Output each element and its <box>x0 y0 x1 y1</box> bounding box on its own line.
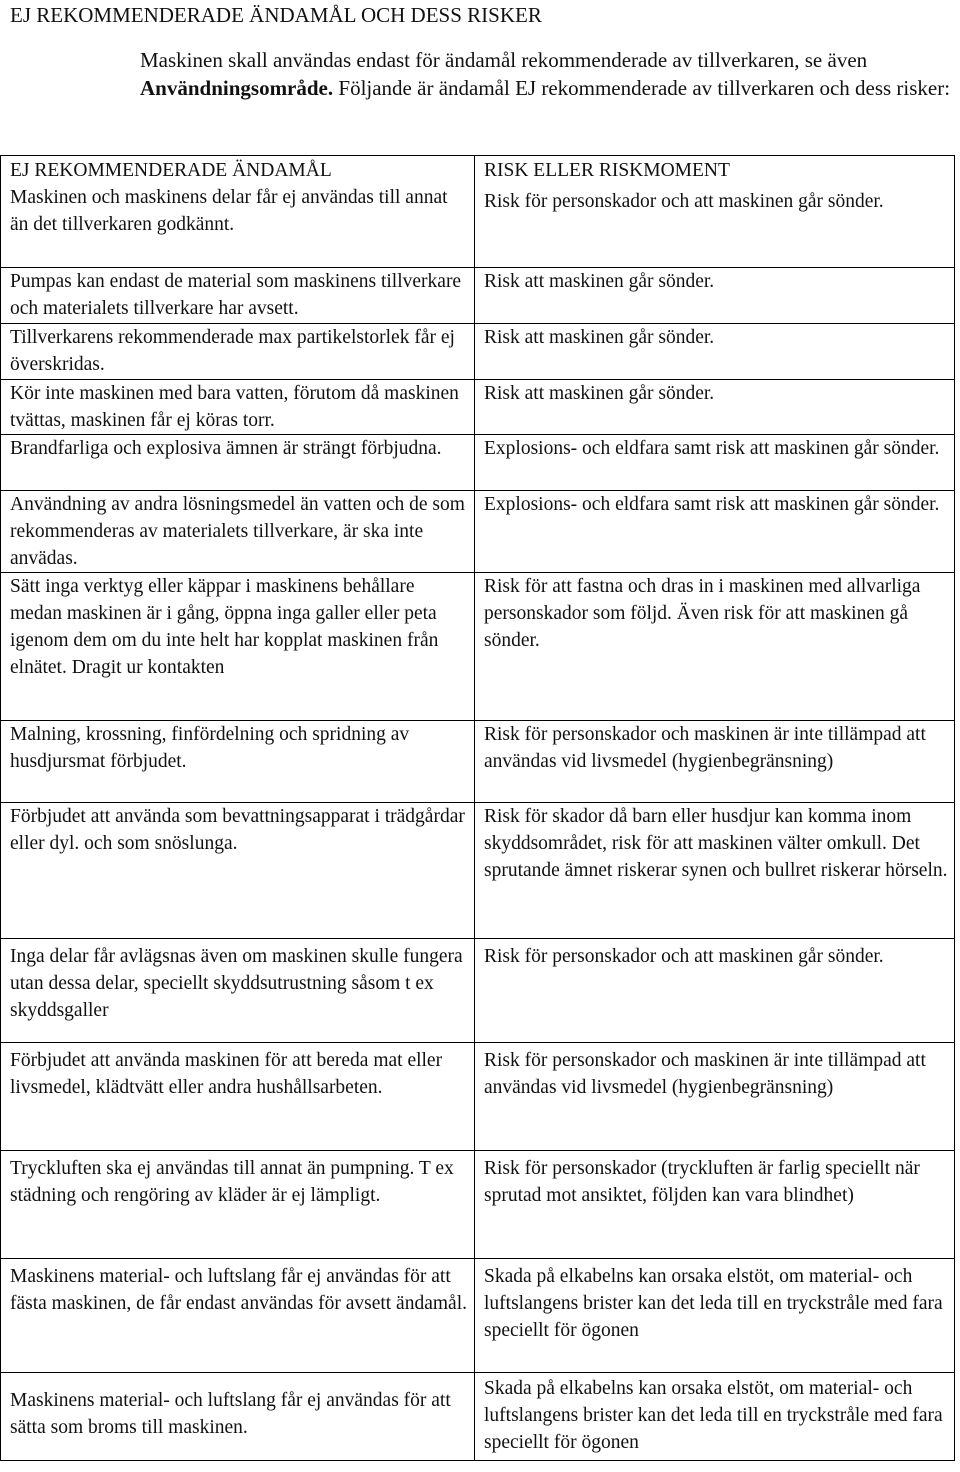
table-row <box>1 1373 955 1461</box>
intro-paragraph <box>140 46 955 102</box>
table-row <box>1 939 955 1043</box>
table-cell-use <box>1 380 475 435</box>
risk-text: Risk för personskador och maskinen är inte tillämpad att användas vid livsmedel (hygienbegränsning) <box>484 724 926 772</box>
table-cell-risk <box>475 803 955 939</box>
use-text: Förbjudet att använda maskinen för att bereda mat eller livsmedel, klädtvätt eller andra hushållsarbeten. <box>10 1050 443 1098</box>
use-text: Brandfarliga och explosiva ämnen är strängt förbjudna. <box>10 438 442 459</box>
risk-text: Explosions- och eldfara samt risk att maskinen går sönder. <box>484 494 940 515</box>
risk-text: Risk för personskador och maskinen är inte tillämpad att användas vid livsmedel (hygienbegränsning) <box>484 1050 926 1098</box>
use-text: Pumpas kan endast de material som maskinens tillverkare och materialets tillverkare har avsett. <box>10 271 462 319</box>
table-cell-use <box>1 435 475 491</box>
use-text: Kör inte maskinen med bara vatten, förutom då maskinen tvättas, maskinen får ej köras torr. <box>10 383 459 431</box>
use-text: Tillverkarens rekommenderade max partikelstorlek får ej överskridas. <box>10 327 455 375</box>
table-cell-risk <box>475 268 955 324</box>
column-header-use: EJ REKOMMENDERADE ÄNDAMÅL <box>10 160 332 181</box>
table-row <box>1 268 955 324</box>
use-text: Användning av andra lösningsmedel än vatten och de som rekommenderas av materialets tillverkare, är ska inte anvädas. <box>10 494 465 569</box>
table-row <box>1 803 955 939</box>
table-cell-risk <box>475 380 955 435</box>
table-row <box>1 491 955 573</box>
table-row <box>1 380 955 435</box>
table-cell-risk <box>475 573 955 721</box>
use-text: Maskinens material- och luftslang får ej användas för att fästa maskinen, de får endast användas för avsett ändamål. <box>10 1266 467 1314</box>
table-row <box>1 721 955 803</box>
table-cell-risk <box>475 156 955 268</box>
risk-text: Skada på elkabelns kan orsaka elstöt, om material- och luftslangens brister kan det leda till en tryckstråle med fara speciellt för ögonen <box>484 1378 943 1453</box>
table-cell-use <box>1 1259 475 1373</box>
table-cell-risk <box>475 491 955 573</box>
table-row <box>1 324 955 380</box>
risk-text: Risk för personskador (tryckluften är farlig speciellt när sprutad mot ansiktet, följden kan vara blindhet) <box>484 1158 920 1206</box>
table-cell-risk <box>475 435 955 491</box>
table-cell-use <box>1 1151 475 1259</box>
risk-text: Risk att maskinen går sönder. <box>484 327 715 348</box>
table-row <box>1 1043 955 1151</box>
table-cell-use <box>1 939 475 1043</box>
use-text: Inga delar får avlägsnas även om maskinen skulle fungera utan dessa delar, speciellt skyddsutrustning såsom t ex skyddsgaller <box>10 946 463 1021</box>
use-text: Maskinens material- och luftslang får ej användas för att sätta som broms till maskinen. <box>10 1390 451 1438</box>
table-cell-use <box>1 324 475 380</box>
use-text: Förbjudet att använda som bevattningsapparat i trädgårdar eller dyl. och som snöslunga. <box>10 806 465 854</box>
table-row <box>1 435 955 491</box>
table-cell-risk <box>475 939 955 1043</box>
table-row <box>1 1259 955 1373</box>
table-cell-use <box>1 1043 475 1151</box>
table-cell-use <box>1 573 475 721</box>
table-cell-risk <box>475 1373 955 1461</box>
risk-table <box>0 155 955 1461</box>
table-cell-use <box>1 721 475 803</box>
table-cell-risk <box>475 324 955 380</box>
table-cell-risk <box>475 1151 955 1259</box>
table-cell-use <box>1 156 475 268</box>
table-cell-risk <box>475 1043 955 1151</box>
table-row <box>1 156 955 268</box>
table-cell-risk <box>475 721 955 803</box>
table-cell-use <box>1 268 475 324</box>
column-header-risk: RISK ELLER RISKMOMENT <box>484 160 730 181</box>
table-cell-use <box>1 803 475 939</box>
risk-text: Risk för skador då barn eller husdjur kan komma inom skyddsområdet, risk för att maskinen välter omkull. Det sprutande ämnet riskerar synen och bullret riskerar hörseln. <box>484 806 948 881</box>
table-row <box>1 1151 955 1259</box>
table-cell-use <box>1 491 475 573</box>
use-text: Maskinen och maskinens delar får ej användas till annat än det tillverkaren godkännt. <box>10 187 448 235</box>
page-title: EJ REKOMMENDERADE ÄNDAMÅL OCH DESS RISKER <box>10 3 542 27</box>
table-cell-risk <box>475 1259 955 1373</box>
intro-rest: Följande är ändamål EJ rekommenderade av tillverkaren och dess risker: <box>333 76 951 100</box>
risk-text: Explosions- och eldfara samt risk att maskinen går sönder. <box>484 438 940 459</box>
risk-text: Risk att maskinen går sönder. <box>484 383 715 404</box>
table-row <box>1 573 955 721</box>
intro-line-1: Maskinen skall användas endast för ändamål rekommenderade av tillverkaren, se även <box>140 48 868 72</box>
use-text: Tryckluften ska ej användas till annat än pumpning. T ex städning och rengöring av kläder är ej lämpligt. <box>10 1158 454 1206</box>
table-cell-use <box>1 1373 475 1461</box>
risk-text: Risk för personskador och att maskinen går sönder. <box>484 946 884 967</box>
risk-text: Skada på elkabelns kan orsaka elstöt, om material- och luftslangens brister kan det leda till en tryckstråle med fara speciellt för ögonen <box>484 1266 943 1341</box>
use-text: Sätt inga verktyg eller käppar i maskinens behållare medan maskinen är i gång, öppna inga galler eller peta igenom dem om du inte helt har kopplat maskinen från elnätet. Dragit ur kontakten <box>10 576 439 678</box>
risk-text: Risk att maskinen går sönder. <box>484 271 715 292</box>
intro-reference: Användningsområde. <box>140 76 334 100</box>
risk-text: Risk för personskador och att maskinen går sönder. <box>484 191 884 212</box>
use-text: Malning, krossning, finfördelning och spridning av husdjursmat förbjudet. <box>10 724 410 772</box>
risk-text: Risk för att fastna och dras in i maskinen med allvarliga personskador som följd. Även risk för att maskinen gå sönder. <box>484 576 921 651</box>
